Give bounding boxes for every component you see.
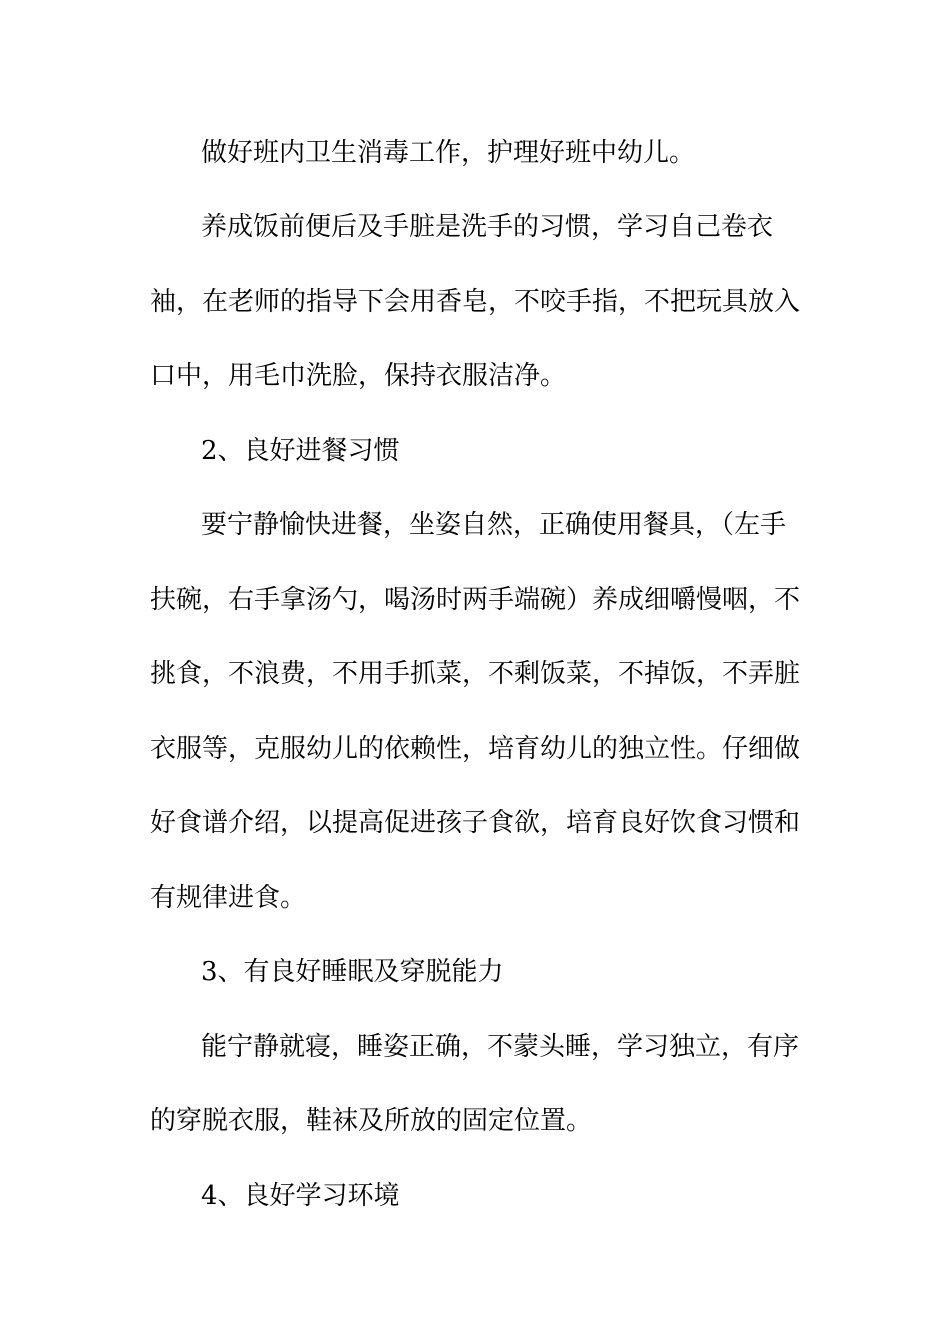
- text-line-14: 的穿脱衣服，鞋袜及所放的固定位置。: [150, 1106, 593, 1136]
- text-line-8: 挑食，不浪费，不用手抓菜，不剩饭菜，不掉饭，不弄脏: [150, 659, 801, 689]
- text-line-3: 袖，在老师的指导下会用香皂，不咬手指，不把玩具放入: [150, 287, 801, 317]
- section-heading-2: 2、良好进餐习惯: [201, 436, 400, 466]
- text-line-1: 做好班内卫生消毒工作，护理好班中幼儿。: [201, 138, 696, 168]
- text-line-6: 要宁静愉快进餐，坐姿自然，正确使用餐具，（左手: [201, 510, 787, 540]
- text-line-7: 扶碗，右手拿汤勺，喝汤时两手端碗）养成细嚼慢咽，不: [150, 585, 801, 615]
- text-line-11: 有规律进食。: [150, 883, 307, 913]
- text-line-10: 好食谱介绍，以提高促进孩子食欲，培育良好饮食习惯和: [150, 808, 801, 838]
- section-heading-4: 4、良好学习环境: [201, 1181, 400, 1211]
- text-line-13: 能宁静就寝，睡姿正确，不蒙头睡，学习独立，有序: [201, 1032, 800, 1062]
- text-line-2: 养成饭前便后及手脏是洗手的习惯，学习自己卷衣: [201, 212, 774, 242]
- text-line-9: 衣服等，克服幼儿的依赖性，培育幼儿的独立性。仔细做: [150, 734, 801, 764]
- text-line-4: 口中，用毛巾洗脸，保持衣服洁净。: [150, 361, 567, 391]
- section-heading-3: 3、有良好睡眠及穿脱能力: [201, 957, 504, 987]
